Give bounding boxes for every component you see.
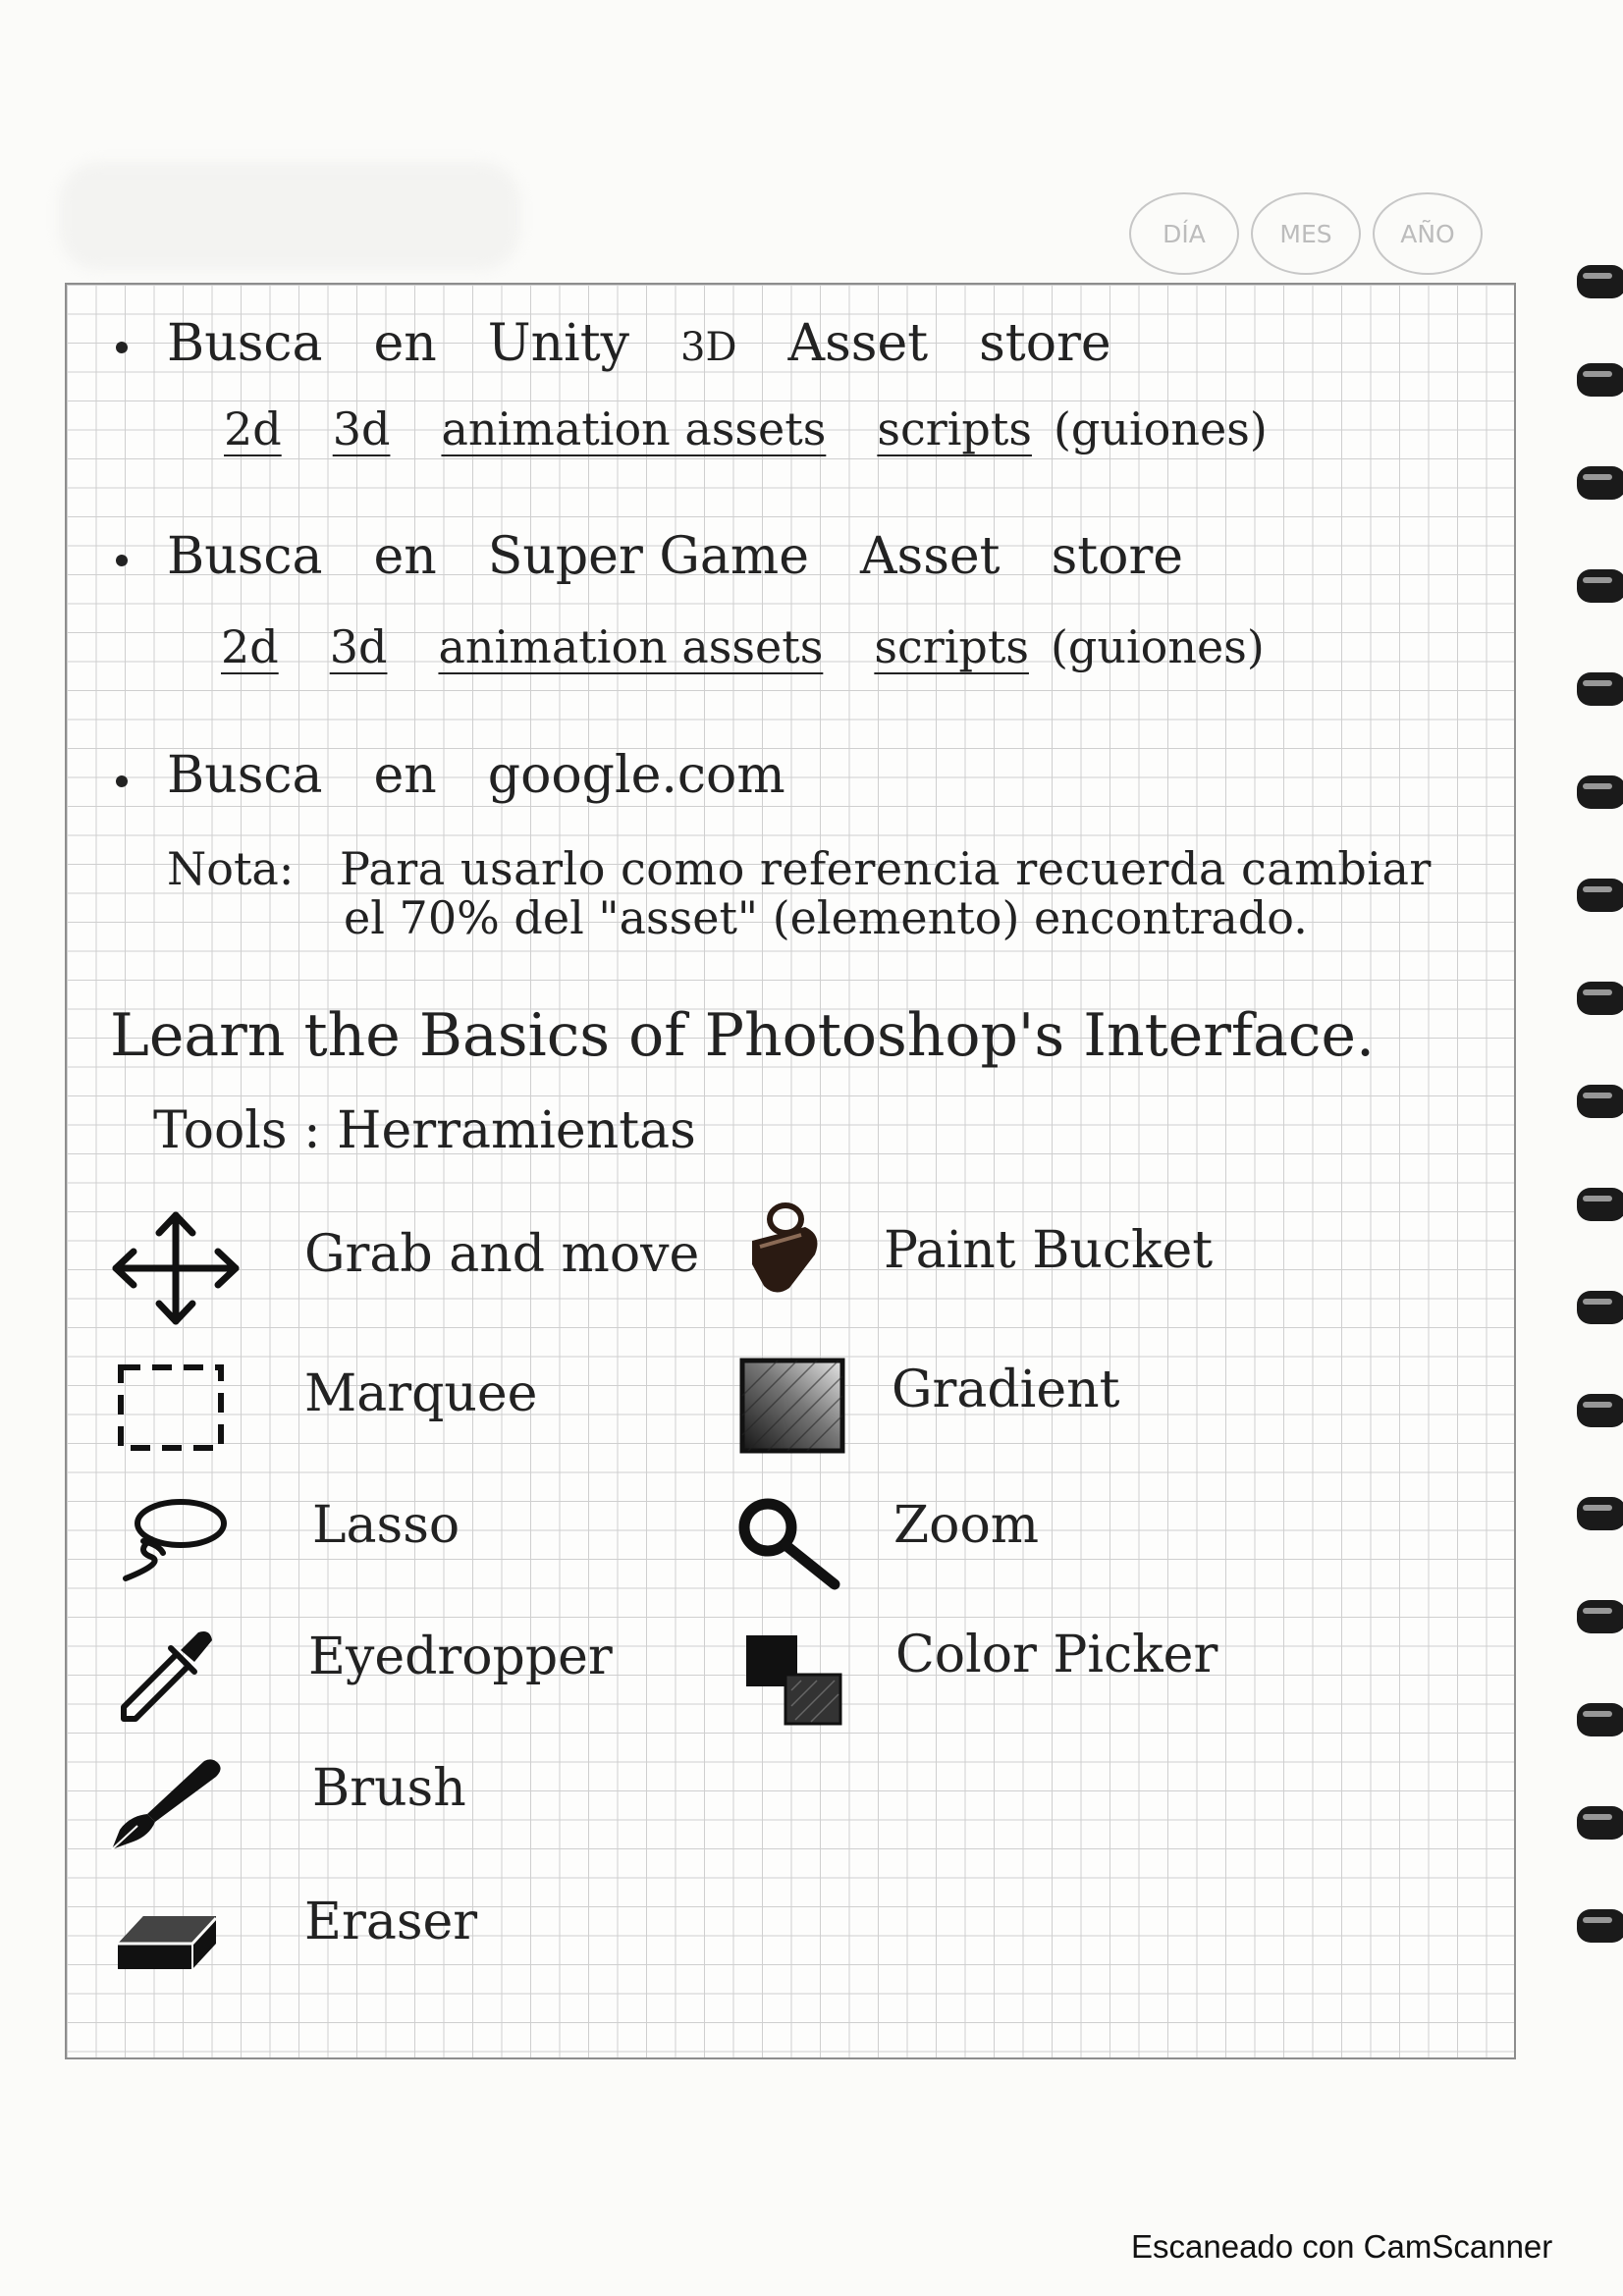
tool-label-marquee: Marquee [304, 1364, 538, 1423]
word: Busca [167, 746, 323, 805]
note-line-1: Para usarlo como referencia recuerda cambiar [340, 842, 1432, 895]
bullet-dot [116, 342, 128, 353]
spiral-binding [1569, 255, 1623, 2022]
paint-bucket-icon [746, 1200, 827, 1298]
tool-label-lasso: Lasso [312, 1496, 460, 1555]
section-title: Learn the Basics of Photoshop's Interface. [110, 1001, 1376, 1070]
eyedropper-icon [116, 1625, 218, 1727]
color-picker-icon [742, 1631, 844, 1728]
word: Busca [167, 314, 323, 373]
link-animation-assets: animation assets [441, 402, 827, 455]
note-line-2: el 70% del "asset" (elemento) encontrado. [344, 891, 1308, 944]
link-2d: 2d [221, 620, 279, 673]
link-animation-assets: animation assets [438, 620, 824, 673]
date-day: DÍA [1129, 192, 1239, 275]
zoom-icon [732, 1492, 840, 1590]
word: en [373, 527, 437, 586]
tool-label-zoom: Zoom [893, 1496, 1040, 1555]
word: store [1051, 527, 1184, 586]
date-year: AÑO [1373, 192, 1483, 275]
bullet-1-line [167, 314, 1111, 373]
word: en [373, 746, 437, 805]
word: 3D [680, 325, 737, 370]
tool-label-brush: Brush [312, 1759, 466, 1818]
tool-label-color-picker: Color Picker [895, 1626, 1218, 1684]
tool-label-eyedropper: Eyedropper [308, 1628, 613, 1686]
word: Busca [167, 527, 323, 586]
lasso-icon [116, 1494, 230, 1582]
link-3d: 3d [329, 620, 388, 673]
bullet-3-line [167, 746, 785, 805]
section-subtitle: Tools : Herramientas [153, 1101, 696, 1160]
scanner-watermark: Escaneado con CamScanner [1131, 2228, 1553, 2265]
tool-label-grab-and-move: Grab and move [304, 1225, 700, 1284]
date-fields [1129, 192, 1483, 275]
tool-label-eraser: Eraser [304, 1893, 478, 1951]
bullet-2-line [167, 527, 1183, 586]
tool-label-gradient: Gradient [892, 1361, 1120, 1419]
smudge-mark [59, 162, 520, 270]
link-scripts: scripts [874, 620, 1029, 673]
bullet-dot [116, 775, 128, 787]
bullet-1-links [224, 402, 1268, 455]
word: store [979, 314, 1111, 373]
marquee-icon [116, 1362, 226, 1453]
brush-icon [108, 1757, 226, 1855]
guiones-note: (guiones) [1053, 402, 1268, 455]
word: Super Game [487, 527, 809, 586]
date-month: MES [1251, 192, 1361, 275]
move-arrows-icon [110, 1207, 242, 1329]
word: Unity [487, 314, 629, 373]
link-scripts: scripts [877, 402, 1032, 455]
word: en [373, 314, 437, 373]
tool-label-paint-bucket: Paint Bucket [884, 1221, 1214, 1280]
gradient-icon [738, 1357, 846, 1455]
note-label: Nota: [167, 842, 295, 895]
word: google.com [487, 746, 785, 805]
word: Asset [787, 314, 929, 373]
bullet-2-links [221, 620, 1265, 673]
word: Asset [859, 527, 1001, 586]
bullet-dot [116, 555, 128, 566]
eraser-icon [114, 1904, 220, 1975]
link-3d: 3d [332, 402, 391, 455]
link-2d: 2d [224, 402, 282, 455]
guiones-note: (guiones) [1050, 620, 1265, 673]
